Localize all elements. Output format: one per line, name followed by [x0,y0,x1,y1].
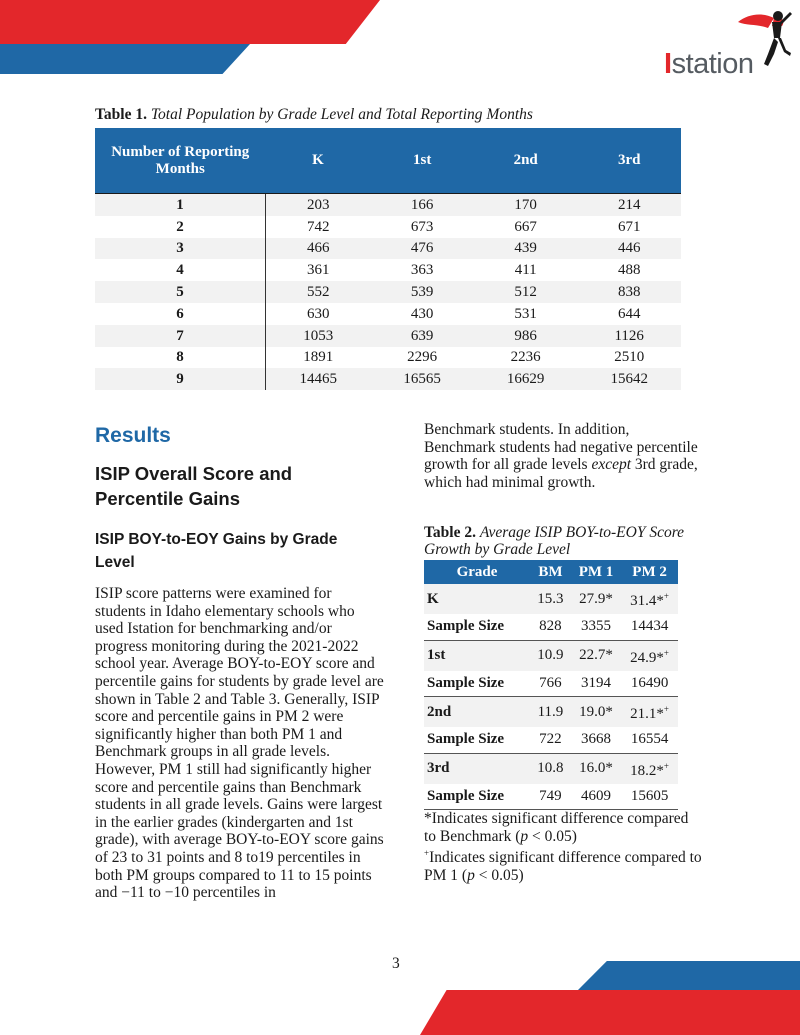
cell-value: 3rd [427,760,450,776]
table-cell [530,584,571,614]
header-blue-bar [0,44,250,74]
table-cell: 446 [577,238,681,260]
table-cell: 476 [370,238,474,260]
cell-value: 22.7* [579,647,613,663]
cell-value: Sample Size [427,787,505,804]
table-cell [571,584,621,614]
significance-mark: + [663,647,669,658]
cell-value: 14434 [630,618,669,635]
table-cell [621,614,678,640]
table-cell: 667 [474,216,578,238]
table-cell [530,671,571,697]
cell-value: Sample Size [427,731,505,748]
cell-value: 24.9* [630,649,664,666]
row-label-cell [424,697,530,728]
table-cell: 363 [370,259,474,281]
table-cell: 644 [577,303,681,325]
table-cell [621,727,678,753]
table-row [424,697,678,728]
table-cell [571,753,621,784]
cell-value: 10.9 [537,647,564,663]
row-label-cell [424,640,530,671]
table-row [424,753,678,784]
cell-value: 1st [427,647,446,663]
table-cell: 1126 [577,325,681,347]
cell-value: 15.3 [537,590,564,607]
table-cell: 742 [266,216,371,238]
row-label-cell: 7 [95,325,266,347]
table-cell: 2296 [370,347,474,369]
row-label-cell: 5 [95,281,266,303]
table-cell: 838 [577,281,681,303]
table1-header-cell: 1st [370,128,474,194]
cell-value: 749 [539,787,562,804]
section-heading: ISIP Overall Score and Percentile Gains [95,463,293,509]
cell-value: 19.0* [579,703,613,720]
istation-logo [664,8,794,80]
table-row [424,584,678,614]
table-cell: 16565 [370,368,474,390]
footnote-pm1: +Indicates significant difference compared to PM 1 (p < 0.05) [424,848,702,884]
table-cell [530,784,571,810]
table2-header-cell: PM 2 [621,560,678,584]
table2-header-row [424,560,678,584]
row-label-cell [424,614,530,640]
cell-value: 18.2* [630,762,664,779]
row-label-cell [424,671,530,697]
cell-value: 3355 [581,618,612,635]
cell-value: 31.4* [630,593,664,609]
cell-value: 11.9 [537,703,564,720]
cell-value: 2nd [427,703,452,720]
table-row [95,216,681,238]
table-cell: 2510 [577,347,681,369]
table-cell: 986 [474,325,578,347]
table-cell: 15642 [577,368,681,390]
table-row [424,727,678,753]
footer-blue-bar [578,961,800,990]
table2-caption: Table 2. Average ISIP BOY-to-EOY Score Growth by Grade Level [424,524,685,558]
table2-footnotes [424,810,704,885]
row-label-cell: 8 [95,347,266,369]
table1-caption: Table 1. Total Population by Grade Level and Total Reporting Months [95,106,533,123]
cell-value: 766 [539,674,562,691]
significance-mark: + [663,704,669,714]
table-row [424,784,678,810]
cell-value: Sample Size [427,618,505,635]
row-label-cell [424,727,530,753]
table-row [95,194,681,216]
table-cell [621,640,678,671]
table-cell: 539 [370,281,474,303]
cell-value: 16554 [630,731,669,748]
row-label-cell [424,784,530,810]
table-cell [530,727,571,753]
table-row [95,259,681,281]
table-cell: 488 [577,259,681,281]
table-cell [530,753,571,784]
body-paragraph-left: ISIP score patterns were examined for students in Idaho elementary schools who used Istation for benchmarking and/or progress monitoring during the 2021-2022 school year. Average BOY-to-EOY score and percentile gains for students by grade level are shown in Table 2 and Table 3. Generally, ISIP score and percentile gains in PM 2 were significantly higher than both PM 1 and Benchmark groups in all grade levels. However, PM 1 still had significantly higher score and percentile gains than Benchmark students in all grade levels. Gains were largest in the earlier grades (kindergarten and 1st grade), with average BOY-to-EOY score gains of 23 to 31 points and 8 to19 percentiles in both PM groups compared to 11 to 15 points and −11 to −10 percentiles in [95,585,384,902]
table-cell [621,671,678,697]
cell-value: 828 [539,618,562,635]
row-label-cell: 6 [95,303,266,325]
table-cell: 439 [474,238,578,260]
row-label-cell [424,753,530,784]
table1-population [95,128,681,390]
cell-value: 21.1* [630,706,664,722]
table-cell: 552 [266,281,371,303]
footer-red-bar [420,990,800,1035]
table-cell: 630 [266,303,371,325]
table-row [95,325,681,347]
table2-score-growth [424,560,678,810]
table-cell: 512 [474,281,578,303]
cell-value: 16.0* [579,760,613,776]
table-cell [571,614,621,640]
table-row [424,671,678,697]
table1-header-cell: K [266,128,371,194]
page-number: 3 [392,955,400,972]
table-row [424,614,678,640]
table-cell: 166 [370,194,474,216]
table-cell [571,784,621,810]
table-cell: 430 [370,303,474,325]
table-cell [621,584,678,614]
table-cell: 16629 [474,368,578,390]
cell-value: K [427,590,439,607]
cell-value: 10.8 [537,760,564,776]
table-cell: 639 [370,325,474,347]
cell-value: 722 [539,731,562,748]
table-cell [530,614,571,640]
table-cell: 14465 [266,368,371,390]
body-paragraph-right: Benchmark students. In addition, Benchmark students had negative percentile growth for all grade levels except 3rd grade, which had minimal growth. [424,421,698,491]
cell-value: 4609 [581,787,612,804]
table-cell [621,753,678,784]
table-cell: 671 [577,216,681,238]
sub-heading: ISIP BOY-to-EOY Gains by Grade Level [95,531,338,571]
cell-value: 3194 [581,674,612,691]
table-cell: 411 [474,259,578,281]
table-cell [571,727,621,753]
row-label-cell [424,584,530,614]
cell-value: 15605 [630,787,669,804]
table2-header-cell: PM 1 [571,560,621,584]
table-row [95,347,681,369]
cell-value: Sample Size [427,674,505,691]
table-cell [571,697,621,728]
table-cell: 203 [266,194,371,216]
results-heading: Results [95,424,171,447]
table-cell: 214 [577,194,681,216]
table-cell: 466 [266,238,371,260]
table1-header-row [95,128,681,194]
footnote-benchmark: *Indicates significant difference compared to Benchmark (p < 0.05) [424,810,689,845]
cell-value: 3668 [581,731,612,748]
cell-value: 27.9* [579,590,613,607]
table-row [95,281,681,303]
significance-mark: + [663,591,669,601]
table-cell [530,640,571,671]
table-row [95,368,681,390]
table-row [95,303,681,325]
table-cell: 1053 [266,325,371,347]
table2-header-cell: Grade [424,560,530,584]
table1-header-cell: 2nd [474,128,578,194]
table-row [95,238,681,260]
table-cell: 2236 [474,347,578,369]
table-row [424,640,678,671]
table1-header-cell: Number of Reporting Months [95,128,266,194]
table-cell: 673 [370,216,474,238]
table-cell: 531 [474,303,578,325]
table-cell: 170 [474,194,578,216]
table2-header-cell: BM [530,560,571,584]
table-cell [621,697,678,728]
cell-value: 16490 [630,674,669,691]
row-label-cell: 9 [95,368,266,390]
table-cell: 1891 [266,347,371,369]
table-cell [621,784,678,810]
header-red-bar [0,0,380,44]
table1-header-cell: 3rd [577,128,681,194]
row-label-cell: 3 [95,238,266,260]
table-cell [571,640,621,671]
significance-mark: + [663,760,669,771]
row-label-cell: 2 [95,216,266,238]
table-cell [571,671,621,697]
row-label-cell: 1 [95,194,266,216]
row-label-cell: 4 [95,259,266,281]
logo-wordmark: Istation [664,48,754,80]
table-cell [530,697,571,728]
table-cell: 361 [266,259,371,281]
